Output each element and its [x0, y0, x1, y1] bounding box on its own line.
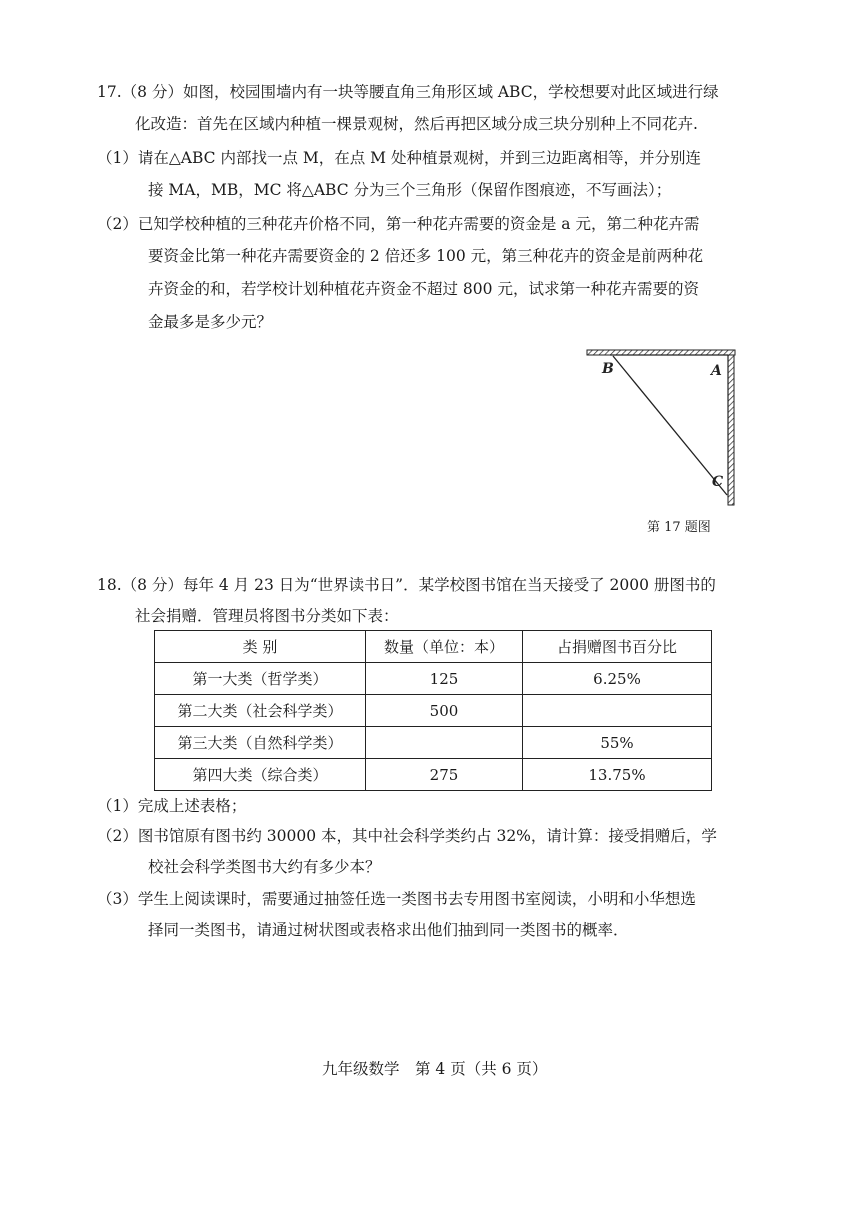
page-footer: 九年级数学 第 4 页（共 6 页） [322, 1060, 548, 1078]
q17-figure [580, 345, 750, 515]
table-cell: 6.25% [523, 663, 712, 695]
q17-line-2: 化改造：首先在区域内种植一棵景观树，然后再把区域分成三块分别种上不同花卉. [135, 115, 698, 133]
q17-part2-line-3: 卉资金的和，若学校计划种植花卉资金不超过 800 元，试求第一种花卉需要的资 [148, 280, 699, 298]
table-header-row [155, 631, 712, 663]
q18-part3-line-2: 择同一类图书，请通过树状图或表格求出他们抽到同一类图书的概率． [148, 921, 629, 939]
q17-part1-line-2: 接 MA，MB，MC 将△ABC 分为三个三角形（保留作图痕迹，不写画法）； [148, 181, 672, 199]
q18-part2-line-2: 校社会科学类图书大约有多少本？ [148, 858, 381, 876]
table-cell: 第二大类（社会科学类） [155, 695, 366, 727]
q18-line-2: 社会捐赠．管理员将图书分类如下表： [135, 607, 399, 625]
table-cell: 55% [523, 727, 712, 759]
table-row [155, 695, 712, 727]
table-cell: 125 [366, 663, 523, 695]
table-cell: 第四大类（综合类） [155, 759, 366, 791]
table-row [155, 727, 712, 759]
header-quantity: 数量（单位：本） [366, 631, 523, 663]
side-bc [613, 356, 727, 495]
table-cell: 500 [366, 695, 523, 727]
table-cell: 275 [366, 759, 523, 791]
q17-part1-line-1: （1）请在△ABC 内部找一点 M，在点 M 处种植景观树，并到三边距离相等，并分别连 [97, 149, 701, 167]
q17-part2-line-2: 要资金比第一种花卉需要资金的 2 倍还多 100 元，第三种花卉的资金是前两种花 [148, 247, 704, 265]
wall-right [728, 355, 734, 505]
table-cell-blank [523, 695, 712, 727]
label-c: C [712, 474, 724, 490]
label-a: A [711, 363, 722, 379]
table-row [155, 663, 712, 695]
q18-part1: （1）完成上述表格； [97, 797, 247, 815]
q17-figure-caption: 第 17 题图 [647, 520, 711, 535]
header-category: 类 别 [155, 631, 366, 663]
q17-line-1: 17.（8 分）如图，校园围墙内有一块等腰直角三角形区域 ABC，学校想要对此区域进行绿 [97, 83, 719, 101]
table-cell: 第三大类（自然科学类） [155, 727, 366, 759]
q17-part2-line-1: （2）已知学校种植的三种花卉价格不同，第一种花卉需要的资金是 a 元，第二种花卉需 [97, 215, 700, 233]
table-cell-blank [366, 727, 523, 759]
q18-part2-line-1: （2）图书馆原有图书约 30000 本，其中社会科学类约占 32%，请计算：接受捐赠后，学 [97, 827, 717, 845]
q17-part2-line-4: 金最多是多少元？ [148, 313, 273, 331]
label-b: B [602, 361, 614, 377]
q18-line-1: 18.（8 分）每年 4 月 23 日为“世界读书日”．某学校图书馆在当天接受了 2000 册图书的 [97, 576, 716, 594]
q18-part3-line-1: （3）学生上阅读课时，需要通过抽签任选一类图书去专用图书室阅读，小明和小华想选 [97, 890, 696, 908]
wall-top [587, 350, 735, 355]
table-cell: 第一大类（哲学类） [155, 663, 366, 695]
book-classification-table [154, 630, 712, 791]
table-cell: 13.75% [523, 759, 712, 791]
header-percentage: 占捐赠图书百分比 [523, 631, 712, 663]
table-row [155, 759, 712, 791]
